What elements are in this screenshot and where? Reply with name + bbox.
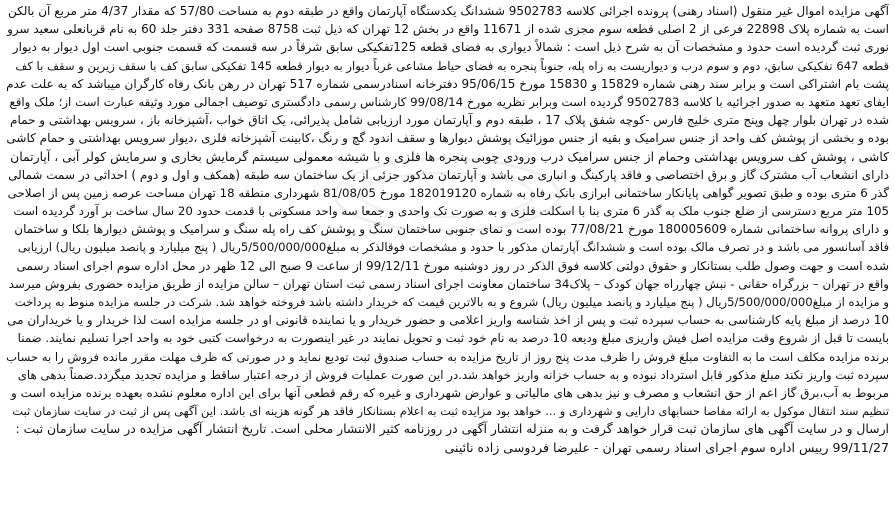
notice-line-2: است به شماره پلاک 22898 فرعی از 2 اصلی قطعه سوم مجزی شده از 11671 واقع در بخش 12 تهران که ذیل ثبت 8758 صفحه 331 دفتر جلد 60 به نام قربانعلی سعید سرو bbox=[7, 22, 889, 37]
notice-line-13: و دارای پروانه ساختمانی شماره 180005609 مورخ 77/08/21 بوده است و نمای جنوبی ساختمان سنگ و پوشش کف راه پله سنگ و سرامیک و پوشش دیوارها بلکا و ساختمان bbox=[14, 222, 889, 237]
notice-line-24: ارسال و در سایت آگهی های سازمان ثبت قرار خواهد گرفت و به منزله انتشار آگهی در روزنامه کثیر الانتشار محلی است. تاریخ انتشار آگهی مزایده در سایت سازمان ثبت : bbox=[15, 421, 889, 437]
notice-line-16: واقع در تهران – بزرگراه حقانی - نبش چهارراه جهان کودک – پلاک34 ساختمان معاونت اجرای اسناد رسمی ثبت استان تهران – سالن مزایده از طریق مزایده حضوری بفروش میرسد bbox=[8, 276, 889, 291]
notice-line-15: شده است و جهت وصول طلب بستانکار و حقوق دولتی کلاسه فوق الذکر در روز دوشنبه مورخ 99/12/11 از ساعت 9 صبح الی 12 ظهر در محل اداره سوم اجرای اسناد رسمی bbox=[16, 258, 889, 273]
notice-line-17: و مزایده از مبلغ5/500/000/000ریال ( پنج میلیارد و پانصد میلیون ریال) شروع و به بالاترین قیمت که خریدار داشته باشد فروخته خواهد شد. شرکت در جلسه مزایده منوط به پرداخت bbox=[14, 295, 889, 309]
notice-line-8: بوده و بخشی از پوشش کف واحد از جنس سرامیک و بقیه از جنس موزائیک پوشش دیوارها و سقف اندود گچ و رنگ ،کابینت آشپزخانه فلزی ،دیوار سرویس بهداشتی و حمام کاشی bbox=[6, 131, 889, 146]
notice-line-20: برنده مزایده مکلف است ما به التفاوت مبلغ فروش را ظرف مدت پنج روز از تاریخ مزایده به حساب صندوق ثبت تودیع نماید و در صورتی که ظرف مهلت مقرر مانده فروش را به حساب bbox=[6, 349, 889, 364]
notice-line-1: آگهی مزایده اموال غیر منقول (اسناد رهنی) پرونده اجرائی کلاسه 9502783 ششدانگ یکدستگاه آپارتمان واقع در طبقه دوم به مساحت 57/80 که مقدار 4/37 متر مربع آن بالکن bbox=[8, 4, 889, 18]
notice-line-22: مربوط به آب،برق گاز اعم از حق انشعاب و مصرف و نیز بدهی های مالیاتی و عوارض شهرداری و غیره که رقم قطعی آنها برای این اداره معلوم نشده بعهده برنده مزایده است و bbox=[10, 385, 889, 400]
notice-text bbox=[4, 2, 889, 457]
notice-line-12: 105 متر مربع دسترسی از ضلع جنوب ملک به گذر 6 متری بنا با اسکلت فلزی و به صورت تک واحدی و جمعا سه واحد مسکونی با قدمت حدود 20 سال ساخت بر آورد گردیده است bbox=[13, 204, 889, 219]
notice-line-21: سپرده ثبت واریز نکند مبلغ مذکور قابل استرداد نبوده و به حساب خزانه واریز خواهد شد.در این صورت عملیات فروش از درجه اعتبار ساقط و مزایده تجدید میگردد.ضمناً بدهی های bbox=[17, 367, 889, 382]
notice-line-5: پشت بام اشتراکی است و برابر سند رهنی شماره 15829 و 15830 مورخ 95/06/15 دفترخانه اسنادرسمی شماره 517 تهران در رهن بانک رفاه کارگران میباشد که به علت عدم bbox=[6, 76, 889, 91]
notice-line-19: بایست تا قبل از شروع وقت مزایده اصل فیش واریزی مبلغ ودیعه 10 درصد به نام خود ثبت و تحویل نمایند در غیر اینصورت به درخواست کتبی خود به واحد اجرا تسلیم نمایند. ضمنا bbox=[17, 331, 889, 346]
notice-line-18: 10 درصد از مبلغ پایه کارشناسی به حساب سپرده ثبت و پس از اخذ شناسه واریز اعلامی و حضور خریدار و یا نماینده قانونی او در جلسه مزایده است لذا خریدار و یا خریداران می bbox=[7, 313, 889, 328]
notice-line-10: دارای انشعاب آب مشترک گاز و برق اختصاصی و فاقد پارکینگ و انباری می باشد و آپارتمان مذکور جزئی از یک ساختمان سه طبقه (همکف و اول و دوم ) احداثی در سمت شمالی bbox=[8, 167, 889, 182]
notice-line-6: ایفای تعهد متعهد به صدور اجرائیه با کلاسه 9502783 گردیده است وبرابر نظریه مورخ 99/08/14 کارشناس رسمی دادگستری توصیف اجمالی مورد وثیقه عبارت است از؛ ملک واقع bbox=[9, 94, 889, 109]
notice-line-7: شده در تهران بلوار چهل وپنج متری خلیج فارس -کوچه شفق پلاک 17 ، طبقه دوم و آپارتمان مورد ارزیابی شامل پذیرائی، یک اتاق خواب ،آشپزخانه باز ، سرویس بهداشتی و حمام bbox=[10, 113, 889, 128]
notice-line-3: نوری ثبت گردیده است حدود و مشخصات آن به شرح ذیل است : شمالاً دیواری به فضای قطعه 125تفکیکی سابق شرقاً در سه قسمت که قسمت جنوبی است اول دیوار به دیوار bbox=[12, 40, 889, 55]
notice-line-25-signature: 99/11/27 رییس اداره سوم اجرای اسناد رسمی تهران - علیرضا فردوسی زاده نائینی bbox=[444, 439, 889, 455]
notice-line-11: گذر 6 متری بوده و طبق تصویر گواهی پایانکار ساختمانی ابرازی بانک رفاه به شماره 182019120 مورخ 81/08/05 شهرداری منطقه 18 تهران مساحت عرصه زمین پس از اصلاحی bbox=[7, 185, 889, 200]
notice-line-14: فاقد آسانسور می باشد و در تصرف مالک بوده است و ششدانگ آپارتمان مذکور با حدود و مشخصات فوقالذکر به مبلغ5/500/000/000ریال ( پنج میلیارد و پانصد میلیون ریال) ارزیابی bbox=[17, 240, 889, 255]
notice-line-9: کاشی ، پوشش کف سرویس بهداشتی وحمام از جنس سرامیک درب ورودی چوبی پنجره ها فلزی و با شیشه معمولی سیستم گرمایش بخاری و سرمایش کولر آبی ، آپارتمان bbox=[10, 148, 889, 164]
notice-line-23: تنظیم سند انتقال موکول به ارائه مفاصا حسابهای دارایی و شهرداری و ... خواهد بود مزایده ثبت به اعلام بستانکار فاقد هر گونه هزینه ای باشد. این آگهی پس از ثبت در سایت سازمان ثبت bbox=[12, 404, 889, 419]
notice-line-4: قطعه 647 تفکیکی سابق، دوم و سوم درب و دیواریست به راه پله، جنوباً پنجره به فضای حیاط مشاعی غرباً دیوار به دیوار قطعه 145 تفکیکی سابق کف با سقف زیرین و سقف با کف bbox=[15, 58, 889, 73]
